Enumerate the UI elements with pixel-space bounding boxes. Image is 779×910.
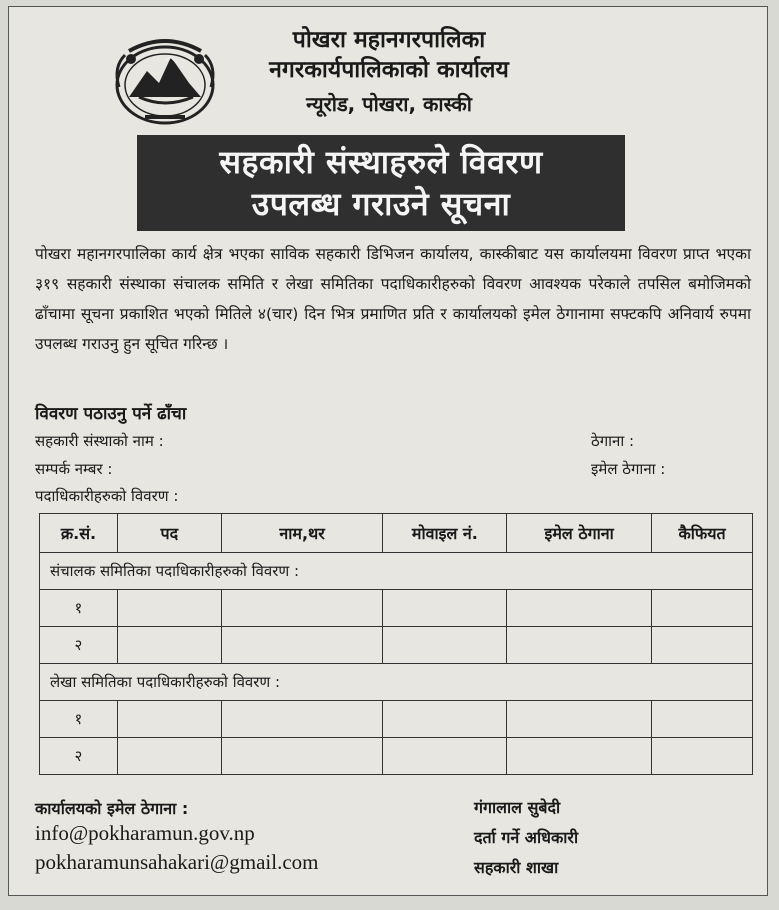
org-name-label: सहकारी संस्थाको नाम : bbox=[35, 432, 164, 450]
table-cell bbox=[383, 701, 507, 738]
notice-title-banner bbox=[137, 135, 625, 231]
row-number: २ bbox=[40, 738, 118, 775]
table-cell bbox=[507, 590, 652, 627]
table-row bbox=[40, 627, 753, 664]
banner-line-1: सहकारी संस्थाहरुले विवरण bbox=[219, 143, 543, 181]
table-cell bbox=[383, 627, 507, 664]
footer-contact bbox=[35, 797, 319, 877]
table-header-row bbox=[40, 514, 753, 553]
section-row-board bbox=[40, 553, 753, 590]
col-position: पद bbox=[117, 514, 221, 553]
department-name: सहकारी शाखा bbox=[474, 858, 559, 877]
table-row bbox=[40, 590, 753, 627]
table-cell bbox=[117, 701, 221, 738]
email-address-1[interactable]: info@pokharamun.gov.np bbox=[35, 821, 255, 845]
section-board-label: संचालक समितिका पदाधिकारीहरुको विवरण : bbox=[40, 553, 753, 590]
office-name: नगरकार्यपालिकाको कार्यालय bbox=[269, 57, 509, 83]
row-number: १ bbox=[40, 590, 118, 627]
officer-name: गंगालाल सुबेदी bbox=[474, 798, 561, 817]
table-cell bbox=[221, 738, 383, 775]
table-cell bbox=[383, 590, 507, 627]
table-cell bbox=[507, 701, 652, 738]
row-number: २ bbox=[40, 627, 118, 664]
col-remarks: कैफियत bbox=[652, 514, 753, 553]
table-cell bbox=[652, 590, 753, 627]
table-cell bbox=[221, 701, 383, 738]
col-mobile: मोवाइल नं. bbox=[383, 514, 507, 553]
office-email-label: कार्यालयको इमेल ठेगाना : bbox=[35, 799, 189, 818]
municipality-seal-icon bbox=[109, 27, 221, 129]
table-row bbox=[40, 738, 753, 775]
table-row bbox=[40, 701, 753, 738]
table-cell bbox=[117, 590, 221, 627]
table-cell bbox=[117, 738, 221, 775]
contact-label: सम्पर्क नम्बर : bbox=[35, 460, 113, 478]
table-cell bbox=[652, 627, 753, 664]
officials-label: पदाधिकारीहरुको विवरण : bbox=[35, 487, 179, 505]
email-label: इमेल ठेगाना : bbox=[591, 460, 666, 478]
table-cell bbox=[221, 627, 383, 664]
table-cell bbox=[652, 738, 753, 775]
form-title: विवरण पठाउनु पर्ने ढाँचा bbox=[35, 404, 187, 424]
table-cell bbox=[652, 701, 753, 738]
email-address-2[interactable]: pokharamunsahakari@gmail.com bbox=[35, 850, 319, 874]
row-number: १ bbox=[40, 701, 118, 738]
notice-header bbox=[9, 7, 769, 132]
banner-line-2: उपलब्ध गराउने सूचना bbox=[251, 185, 511, 223]
footer-signatory bbox=[474, 793, 578, 883]
table-cell bbox=[221, 590, 383, 627]
table-cell bbox=[507, 738, 652, 775]
section-row-audit bbox=[40, 664, 753, 701]
address-label: ठेगाना : bbox=[591, 432, 635, 450]
intro-paragraph: पोखरा महानगरपालिका कार्य क्षेत्र भएका साविक सहकारी डिभिजन कार्यालय, कास्कीबाट यस कार्यालयमा विवरण प्राप्त भएका ३१९ सहकारी संस्थाका संचालक समिति र लेखा समितिका पदाधिकारीहरुको विवरण आवश्यक परेकाले तपसिल बमोजिमको ढाँचामा सूचना प्रकाशित भएको मितिले ४(चार) दिन भित्र प्रमाणित प्रति र कार्यालयको इमेल ठेगानामा सफ्टकपि अनिवार्य रुपमा उपलब्ध गराउनु हुन सूचित गरिन्छ । bbox=[35, 245, 751, 353]
municipality-name: पोखरा महानगरपालिका bbox=[292, 27, 486, 53]
table-cell bbox=[117, 627, 221, 664]
officials-table bbox=[39, 513, 753, 775]
notice-paper bbox=[8, 6, 768, 896]
office-address: न्यूरोड, पोखरा, कास्की bbox=[306, 92, 472, 116]
col-name: नाम,थर bbox=[221, 514, 383, 553]
col-serial: क्र.सं. bbox=[40, 514, 118, 553]
col-email: इमेल ठेगाना bbox=[507, 514, 652, 553]
table-cell bbox=[383, 738, 507, 775]
section-audit-label: लेखा समितिका पदाधिकारीहरुको विवरण : bbox=[40, 664, 753, 701]
table-cell bbox=[507, 627, 652, 664]
officer-title: दर्ता गर्ने अधिकारी bbox=[474, 828, 579, 847]
